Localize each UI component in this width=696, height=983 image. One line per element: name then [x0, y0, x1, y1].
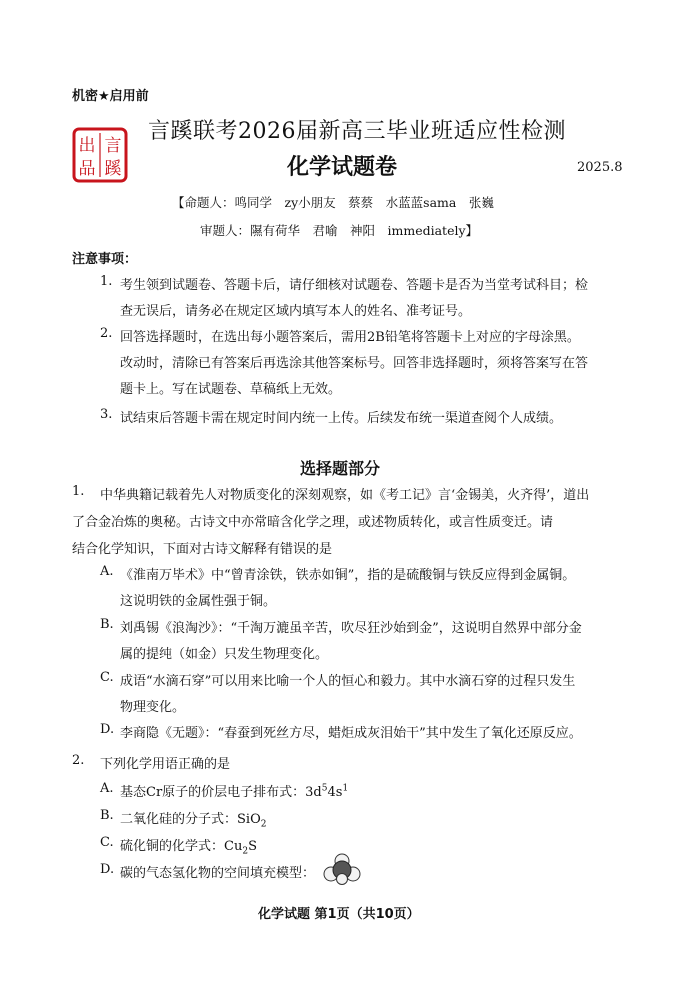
question-number: 1. — [72, 484, 85, 499]
option-label: A. — [100, 781, 114, 796]
option-text — [120, 835, 257, 857]
option-text-part: 二氧化硅的分子式：SiO — [120, 812, 261, 827]
option-text: 物理变化。 — [120, 700, 186, 715]
notice-title: 注意事项： — [72, 252, 138, 267]
exam-title: 言蹊联考2026届新高三毕业班适应性检测 — [148, 119, 566, 144]
option-text-part: 基态Cr原子的价层电子排布式：3d — [120, 785, 322, 800]
option-label: C. — [100, 670, 114, 685]
seal-char-4: 品 — [78, 159, 96, 179]
notice-item-line: 回答选择题时，在选出每小题答案后，需用2B铅笔将答题卡上对应的字母涂黑。 — [120, 330, 580, 345]
seal-char-2: 蹊 — [104, 159, 122, 179]
notice-item-line: 改动时，清除已有答案后再选涂其他答案标号。回答非选择题时，须将答案写在答 — [120, 356, 589, 371]
option-text: 《淮南万毕术》中“曾青涂铁，铁赤如铜”，指的是硫酸铜与铁反应得到金属铜。 — [120, 568, 576, 583]
notice-item-number: 1. — [100, 274, 113, 289]
seal-stamp-icon — [72, 127, 128, 183]
question-stem-line: 中华典籍记载着先人对物质变化的深刻观察，如《考工记》言‘金锡美，火齐得’，道出 — [100, 488, 590, 503]
option-label: A. — [100, 564, 114, 579]
notice-item-line: 查无误后，请务必在规定区域内填写本人的姓名、准考证号。 — [120, 304, 472, 319]
exam-date: 2025.8 — [577, 160, 623, 175]
reviewers-line: 审题人：隰有荷华 君喻 神阳 immediately】 — [200, 223, 479, 238]
option-text: 属的提纯（如金）只发生物理变化。 — [120, 647, 329, 662]
option-label: D. — [100, 862, 115, 877]
question-stem-line: 下列化学用语正确的是 — [100, 757, 231, 772]
notice-item-number: 2. — [100, 326, 113, 341]
notice-item-number: 3. — [100, 407, 113, 422]
page-footer: 化学试题 第1页（共10页） — [258, 907, 420, 922]
exam-subtitle: 化学试题卷 — [287, 154, 398, 180]
question-number: 2. — [72, 753, 85, 768]
question-stem-line: 结合化学知识，下面对古诗文解释有错误的是 — [72, 542, 333, 557]
subscript: 2 — [242, 846, 249, 857]
option-text: 刘禹锡《浪淘沙》：“千淘万漉虽辛苦，吹尽狂沙始到金”，这说明自然界中部分金 — [120, 621, 582, 636]
option-label: B. — [100, 617, 114, 632]
option-text: 碳的气态氢化物的空间填充模型： — [120, 866, 316, 881]
notice-item-line: 考生领到试题卷、答题卡后，请仔细核对试题卷、答题卡是否为当堂考试科目；检 — [120, 278, 589, 293]
option-text-part: 硫化铜的化学式：Cu — [120, 839, 243, 854]
option-label: D. — [100, 722, 115, 737]
option-text: 这说明铁的金属性强于铜。 — [120, 594, 277, 609]
subscript: 2 — [260, 819, 267, 830]
notice-item-line: 试结束后答题卡需在规定时间内统一上传。后续发布统一渠道查阅个人成绩。 — [120, 411, 563, 426]
option-label: B. — [100, 808, 114, 823]
option-text: 李商隐《无题》：“春蚕到死丝方尽，蜡炬成灰泪始干”其中发生了氧化还原反应。 — [120, 726, 582, 741]
authors-line: 【命题人：鸣同学 zy小朋友 蔡蔡 水蓝蓝sama 张巍 — [172, 195, 494, 210]
option-text: 成语“水滴石穿”可以用来比喻一个人的恒心和毅力。其中水滴石穿的过程只发生 — [120, 674, 576, 689]
notice-item-line: 题卡上。写在试题卷、草稿纸上无效。 — [120, 382, 342, 397]
seal-char-3: 出 — [78, 136, 96, 156]
option-text — [120, 781, 348, 800]
option-text — [120, 808, 266, 830]
superscript: 1 — [342, 783, 349, 794]
seal-char-1: 言 — [104, 136, 122, 156]
option-label: C. — [100, 835, 114, 850]
methane-space-filling-model-icon — [322, 853, 362, 885]
confidential-mark: 机密★启用前 — [72, 89, 149, 104]
superscript: 5 — [321, 783, 328, 794]
question-stem-line: 了合金冶炼的奥秘。古诗文中亦常暗含化学之理，或述物质转化，或言性质变迁。请 — [72, 515, 554, 530]
option-text-part: 4s — [327, 785, 343, 800]
option-text-part: S — [248, 839, 257, 854]
section-title: 选择题部分 — [300, 459, 381, 478]
